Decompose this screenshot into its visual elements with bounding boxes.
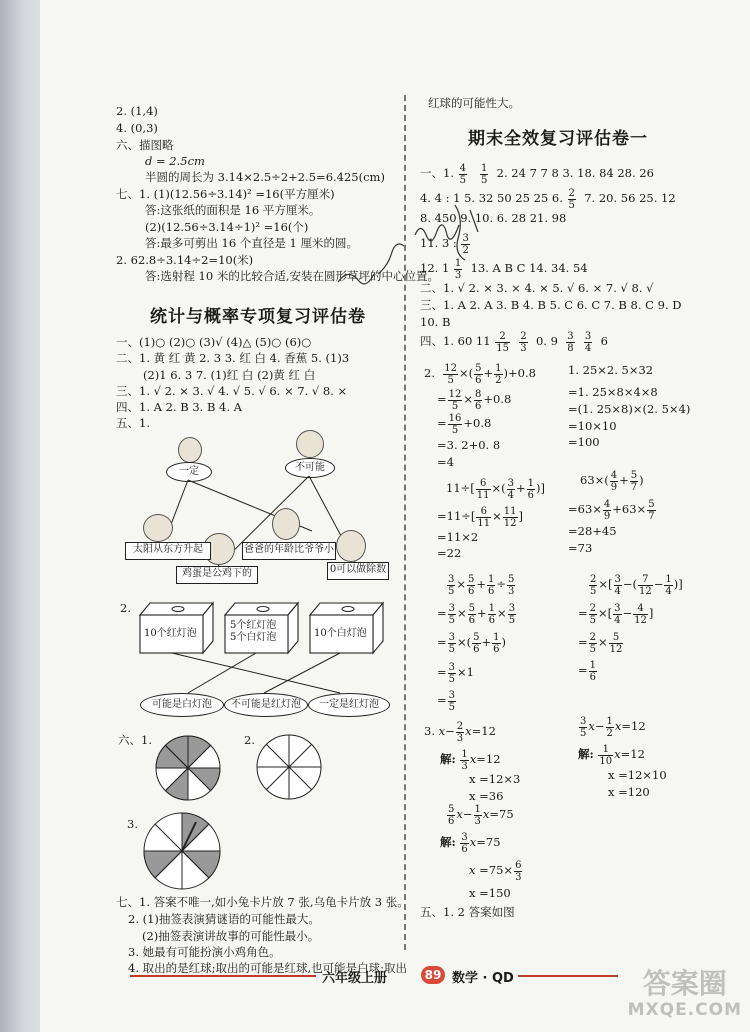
answer-line: 2. (1,4) [116, 104, 158, 118]
section-title: 统计与概率专项复习评估卷 [150, 307, 366, 327]
calc-step: =73 [568, 541, 593, 555]
answer-line: 二、1. 黄 红 黄 2. 3 3. 红 白 4. 香蕉 5. (1)3 [116, 351, 350, 365]
watermark-logo: 答案圈 MXQE.COM [627, 967, 742, 1020]
statement-box: 0可以做除数 [327, 562, 389, 580]
calc-step: = $\frac{3}{5}$ [437, 689, 456, 713]
calc-step: = $\frac{12}{5}$ × $\frac{8}{6}$ +0.8 [437, 388, 512, 412]
answer-line: 答:这张纸的面积是 16 平方厘米。 [145, 203, 321, 217]
calc-step: = $\frac{2}{5}$ ×[ $\frac{3}{4}$ − $\frac{4}{12}$ ] [578, 602, 654, 626]
answer-line: 五、1. [116, 416, 150, 430]
answer-line: 8. 450 9. 10. 6. 28 21. 98 [420, 211, 567, 225]
calc-step: = $\frac{3}{5}$ ×1 [437, 661, 474, 685]
answer-line: 一、(1)○ (2)○ (3)√ (4)△ (5)○ (6)○ [116, 335, 312, 349]
question-label: 2. [244, 733, 255, 747]
answer-line: 半圆的周长为 3.14×2.5÷2+2.5=6.425(cm) [145, 170, 385, 184]
box-label: 5个红灯泡 5个白灯泡 [230, 620, 277, 643]
answer-line: 答:选射程 10 米的比较合适,安装在圆形草坪的中心位置。 [145, 269, 439, 283]
outcome-oval: 可能是白灯泡 [140, 693, 224, 717]
calc-step: = $\frac{3}{5}$ × $\frac{5}{6}$ + $\frac{1}{6}$ × $\frac{3}{5}$ [437, 602, 516, 626]
label-oval-impossible: 不可能 [285, 458, 335, 478]
equation-step: x =36 [469, 789, 504, 803]
calc-step: = $\frac{1}{6}$ [578, 659, 597, 683]
equation-step: 解: $\frac{1}{10}$ x=12 [578, 743, 645, 767]
page-number: 89 [421, 966, 445, 984]
calc-step: = $\frac{3}{5}$ ×( $\frac{5}{6}$ + $\frac{1}{6}$ ) [437, 631, 507, 655]
footer-rule-right [518, 975, 618, 977]
statement-box: 太阳从东方升起 [125, 542, 211, 560]
answer-line: 3. 她最有可能扮演小鸡角色。 [128, 945, 281, 959]
question-label: 2. [120, 601, 131, 615]
answer-line: 12. 1 $\frac{1}{3}$ 13. A B C 14. 34. 54 [420, 257, 588, 281]
answer-line: 红球的可能性大。 [428, 96, 520, 110]
calc-step: = $\frac{2}{5}$ × $\frac{5}{12}$ [578, 631, 623, 655]
calc-step: =28+45 [568, 524, 617, 538]
equation-step: 解: $\frac{1}{3}$ x=12 [440, 748, 501, 772]
label-oval-certain: 一定 [166, 462, 212, 482]
calc-step: 63×( $\frac{4}{9}$ + $\frac{5}{7}$ ) [580, 469, 644, 493]
answer-line: 三、1. A 2. A 3. B 4. B 5. C 6. C 7. B 8. C 9. D [420, 298, 682, 312]
calc-step: = $\frac{16}{5}$ +0.8 [437, 412, 492, 436]
equation-step: x =75× $\frac{6}{3}$ [469, 859, 522, 883]
calc-step: =63× $\frac{4}{9}$ +63× $\frac{5}{7}$ [568, 498, 655, 522]
calc-step: =22 [437, 546, 462, 560]
question-label: 3. [127, 817, 138, 831]
calc-step: =1. 25×8×4×8 [568, 385, 658, 399]
answer-line: 4. (0,3) [116, 121, 158, 135]
equation-step: x =12×10 [608, 768, 667, 782]
outcome-oval: 不可能是红灯泡 [224, 693, 308, 717]
calc-step: 1. 25×2. 5×32 [568, 363, 654, 377]
outcome-oval: 一定是红灯泡 [308, 693, 390, 717]
section-title: 期末全效复习评估卷一 [468, 129, 648, 149]
calc-step: =3. 2+0. 8 [437, 438, 501, 452]
answer-line: 四、1. A 2. B 3. B 4. A [116, 400, 242, 414]
equation-step: $\frac{3}{5}$ x− $\frac{1}{2}$ x=12 [580, 715, 646, 739]
equation-step: 3. x− $\frac{2}{3}$ x=12 [424, 720, 496, 744]
calc-step: $\frac{2}{5}$ ×[ $\frac{3}{4}$ −( $\frac{7}{12}$ − $\frac{1}{4}$ )] [590, 573, 683, 597]
answer-line: 11. 3 : $\frac{3}{2}$ [420, 232, 469, 256]
equation-step: x =12×3 [469, 772, 521, 786]
answer-line: 4. 4 : 1 5. 32 50 25 25 6. $\frac{2}{5}$ 7. 20. 56 25. 12 [420, 187, 676, 211]
subject-label: 数学 · QD [452, 971, 514, 986]
statement-box: 爸爸的年龄比爷爷小 [242, 542, 336, 560]
calc-step: 2. $\frac{12}{5}$ ×( $\frac{5}{6}$ + $\frac{1}{2}$ )+0.8 [424, 362, 536, 386]
question-label: 六、1. [118, 733, 152, 747]
calc-step: =4 [437, 455, 454, 469]
answer-line: 七、1. 答案不唯一,如小兔卡片放 7 张,乌龟卡片放 3 张。 [116, 895, 409, 909]
statement-box: 鸡蛋是公鸡下的 [176, 566, 258, 584]
calc-step: =100 [568, 435, 600, 449]
answer-line: 答:最多可剪出 16 个直径是 1 厘米的圆。 [145, 236, 358, 250]
grade-label: 六年级上册 [322, 971, 388, 986]
answer-line: 三、1. √ 2. × 3. √ 4. √ 5. √ 6. × 7. √ 8. × [116, 384, 348, 398]
equation-step: $\frac{5}{6}$ x− $\frac{1}{3}$ x=75 [448, 803, 514, 827]
box-label: 10个红灯泡 [144, 628, 197, 639]
answer-line: 七、1. (1)(12.56÷3.14)² =16(平方厘米) [116, 187, 335, 201]
answer-line: (2)(12.56÷3.14÷1)² =16(个) [145, 220, 309, 234]
calc-step: =11×2 [437, 530, 479, 544]
answer-line: 六、描图略 [116, 138, 174, 152]
answer-line: 二、1. √ 2. × 3. × 4. × 5. √ 6. × 7. √ 8. √ [420, 281, 654, 295]
answer-line: 五、1. 2 答案如图 [420, 905, 515, 919]
equation-step: x =120 [608, 785, 650, 799]
equation-step: 解: $\frac{3}{6}$ x=75 [440, 831, 501, 855]
answer-line: (2)1 6. 3 7. (1)红 白 (2)黄 红 白 [143, 368, 316, 382]
answer-line: 4. 取出的是红球;取出的可能是红球,也可能是白球;取出 [128, 961, 408, 975]
answer-line: 10. B [420, 315, 451, 329]
answer-line: 一、1. $\frac{4}{5}$ $\frac{1}{5}$ 2. 24 7 7 8 3. 18. 84 28. 26 [420, 162, 654, 186]
answer-line: 2. 62.8÷3.14÷2=10(米) [116, 253, 254, 267]
answer-line: (2)抽签表演讲故事的可能性最小。 [142, 929, 320, 943]
calc-step: 11÷[ $\frac{6}{11}$ ×( $\frac{3}{4}$ + $\frac{1}{6}$ )] [446, 477, 545, 501]
calc-step: =(1. 25×8)×(2. 5×4) [568, 402, 691, 416]
calc-step: =11÷[ $\frac{6}{11}$ × $\frac{11}{12}$ ] [437, 505, 524, 529]
answer-line: d = 2.5cm [145, 154, 205, 168]
calc-step: $\frac{3}{5}$ × $\frac{5}{6}$ + $\frac{1}{6}$ ÷ $\frac{5}{3}$ [448, 573, 515, 597]
box-label: 10个白灯泡 [314, 628, 367, 639]
footer-rule-left [130, 975, 316, 977]
answer-line: 四、1. 60 11 $\frac{2}{15}$ $\frac{2}{3}$ 0. 9 $\frac{3}{8}$ $\frac{3}{4}$ 6 [420, 330, 608, 354]
answer-line: 2. (1)抽签表演猜谜语的可能性最大。 [128, 912, 320, 926]
equation-step: x =150 [469, 886, 511, 900]
calc-step: =10×10 [568, 419, 617, 433]
